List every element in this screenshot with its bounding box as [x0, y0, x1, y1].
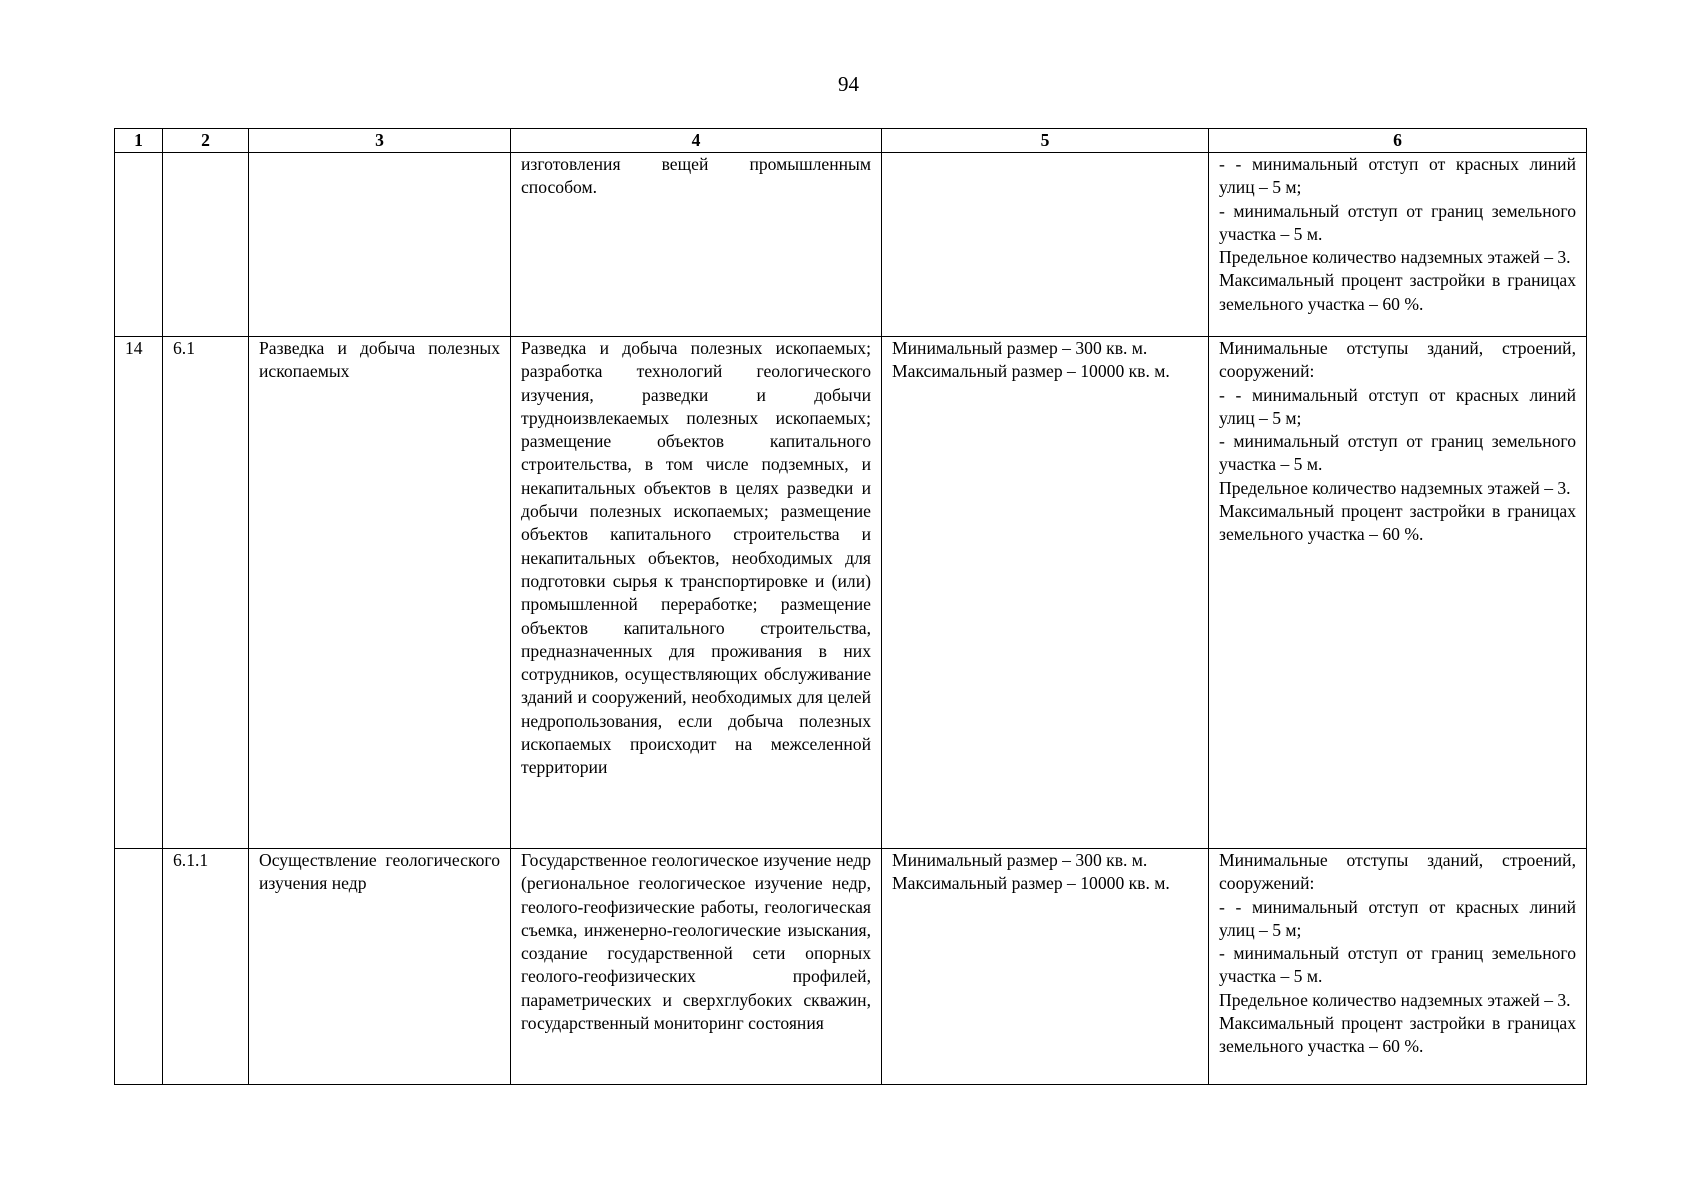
param-line: Предельное количество надземных этажей – 3. [1219, 477, 1571, 498]
row-description: Государственное геологическое изучение недр (региональное геологическое изучение недр, геолого-геофизические работы, геологическая съемка, инженерно-геологические изыскания, создание государственной сети опорных геолого-геофизических профилей, параметрических и сверхглубоких скважин, государственный мониторинг состояния [511, 849, 882, 1085]
row-description: Разведка и добыча полезных ископаемых; разработка технологий геологического изучения, разведки и добычи трудноизвлекаемых полезных ископаемых; размещение объектов капитального строительства, в том числе подземных, и некапитальных объектов в целях разведки и добычи полезных ископаемых; размещение объектов капитального строительства и некапитальных объектов, необходимых для подготовки сырья к транспортировке и (или) промышленной переработке; размещение объектов капитального строительства, предназначенных для проживания в них сотрудников, осуществляющих обслуживание зданий и сооружений, необходимых для целей недропользования, если добыча полезных ископаемых происходит на межселенной территории [511, 337, 882, 849]
table-row [115, 153, 1587, 337]
zoning-table [114, 128, 1587, 1085]
param-line: Максимальный процент застройки в границах земельного участка – 60 %. [1219, 1013, 1576, 1057]
table-row [115, 849, 1587, 1085]
size-line: Минимальный размер – 300 кв. м. [892, 850, 1148, 870]
col-header-5: 5 [882, 129, 1209, 153]
param-line: Минимальные отступы зданий, строений, сооружений: [1219, 850, 1576, 894]
param-line: Минимальные отступы зданий, строений, сооружений: [1219, 338, 1576, 382]
param-line: - минимальный отступ от границ земельного участка – 5 м. [1219, 943, 1576, 987]
param-line: - минимальный отступ от границ земельного участка – 5 м. [1219, 200, 1576, 244]
row-number [115, 849, 163, 1085]
param-line: - - минимальный отступ от красных линий улиц – 5 м; [1219, 154, 1576, 198]
size-line: Максимальный размер – 10000 кв. м. [892, 873, 1170, 894]
size-line: Максимальный размер – 10000 кв. м. [892, 361, 1170, 382]
col-header-6: 6 [1209, 129, 1587, 153]
param-line: Максимальный процент застройки в границах земельного участка – 60 %. [1219, 270, 1576, 314]
col-header-1: 1 [115, 129, 163, 153]
page-number: 94 [838, 72, 859, 96]
row-name [249, 153, 511, 337]
col-header-4: 4 [511, 129, 882, 153]
row-params [1209, 337, 1587, 849]
row-size [882, 153, 1209, 337]
row-number: 14 [115, 337, 163, 849]
row-code: 6.1.1 [163, 849, 249, 1085]
row-code [163, 153, 249, 337]
row-size [882, 849, 1209, 1085]
row-number [115, 153, 163, 337]
param-line: - - минимальный отступ от красных линий улиц – 5 м; [1219, 384, 1576, 428]
row-code: 6.1 [163, 337, 249, 849]
row-params [1209, 849, 1587, 1085]
row-name: Осуществление геологического изучения недр [249, 849, 511, 1085]
header-row [115, 129, 1587, 153]
row-size [882, 337, 1209, 849]
col-header-3: 3 [249, 129, 511, 153]
param-line: Предельное количество надземных этажей – 3. [1219, 247, 1571, 268]
param-line: - - минимальный отступ от красных линий улиц – 5 м; [1219, 896, 1576, 940]
param-line: - минимальный отступ от границ земельного участка – 5 м. [1219, 431, 1576, 475]
col-header-2: 2 [163, 129, 249, 153]
row-name: Разведка и добыча полезных ископаемых [249, 337, 511, 849]
table-row [115, 337, 1587, 849]
size-line: Минимальный размер – 300 кв. м. [892, 338, 1148, 358]
row-description: изготовления вещей промышленным способом. [511, 153, 882, 337]
param-line: Максимальный процент застройки в границах земельного участка – 60 %. [1219, 501, 1576, 545]
param-line: Предельное количество надземных этажей – 3. [1219, 989, 1571, 1010]
row-params [1209, 153, 1587, 337]
